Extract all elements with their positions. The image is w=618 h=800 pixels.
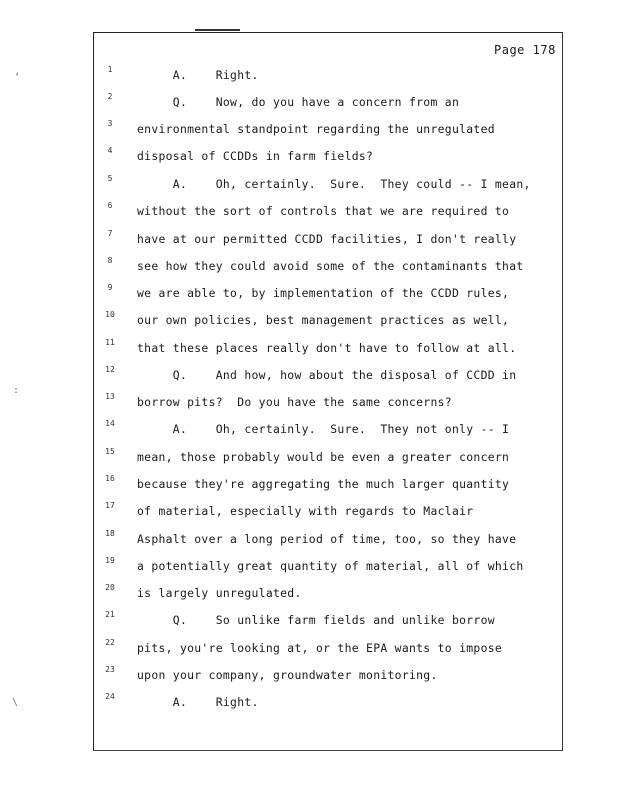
line-number: 24 xyxy=(105,692,115,701)
line-text: Asphalt over a long period of time, too, so they have xyxy=(137,532,517,546)
transcript-line xyxy=(100,338,555,361)
line-number: 13 xyxy=(105,392,115,401)
line-number: 11 xyxy=(105,338,115,347)
transcript-line xyxy=(100,146,555,169)
line-text: A. Oh, certainly. Sure. They could -- I mean, xyxy=(137,177,531,191)
line-text: because they're aggregating the much larger quantity xyxy=(137,477,510,491)
line-text: is largely unregulated. xyxy=(137,586,302,600)
line-text: pits, you're looking at, or the EPA wants to impose xyxy=(137,641,503,655)
line-text: of material, especially with regards to Maclair xyxy=(137,504,474,518)
line-number: 18 xyxy=(105,529,115,538)
transcript-line xyxy=(100,556,555,579)
line-text: disposal of CCDDs in farm fields? xyxy=(137,149,374,163)
line-text: Q. And how, how about the disposal of CCDD in xyxy=(137,368,517,382)
line-number: 9 xyxy=(107,283,113,292)
line-number: 7 xyxy=(107,229,113,238)
line-text: environmental standpoint regarding the unregulated xyxy=(137,122,495,136)
transcript-line xyxy=(100,174,555,197)
line-number: 2 xyxy=(107,92,113,101)
line-text: that these places really don't have to follow at all. xyxy=(137,341,517,355)
line-text: we are able to, by implementation of the CCDD rules, xyxy=(137,286,510,300)
transcript-line xyxy=(100,529,555,552)
transcript-line xyxy=(100,65,555,88)
top-edge-mark xyxy=(195,29,240,31)
transcript-line xyxy=(100,119,555,142)
line-text: our own policies, best management practices as well, xyxy=(137,313,510,327)
line-number: 6 xyxy=(107,201,113,210)
transcript-line xyxy=(100,283,555,306)
line-number: 19 xyxy=(105,556,115,565)
line-number: 15 xyxy=(105,447,115,456)
transcript-line xyxy=(100,638,555,661)
transcript-line xyxy=(100,665,555,688)
transcript-line xyxy=(100,610,555,633)
transcript-line xyxy=(100,692,555,715)
transcript-line xyxy=(100,92,555,115)
transcript-line xyxy=(100,392,555,415)
line-text: upon your company, groundwater monitoring. xyxy=(137,668,438,682)
margin-speck-top: ʻ xyxy=(14,72,21,83)
margin-speck-bottom: \ xyxy=(12,697,19,708)
transcript-line xyxy=(100,583,555,606)
line-number: 1 xyxy=(107,65,113,74)
line-text: a potentially great quantity of material, all of which xyxy=(137,559,524,573)
line-text: see how they could avoid some of the contaminants that xyxy=(137,259,524,273)
transcript-line xyxy=(100,419,555,442)
transcript-line xyxy=(100,365,555,388)
line-text: without the sort of controls that we are required to xyxy=(137,204,510,218)
line-number: 12 xyxy=(105,365,115,374)
transcript-line xyxy=(100,474,555,497)
transcript-line xyxy=(100,447,555,470)
transcript-line xyxy=(100,201,555,224)
line-number: 4 xyxy=(107,146,113,155)
line-text: A. Oh, certainly. Sure. They not only -- I xyxy=(137,422,510,436)
line-number: 14 xyxy=(105,419,115,428)
line-text: Q. So unlike farm fields and unlike borrow xyxy=(137,613,495,627)
transcript-line xyxy=(100,229,555,252)
transcript-line xyxy=(100,256,555,279)
line-text: Q. Now, do you have a concern from an xyxy=(137,95,460,109)
line-number: 20 xyxy=(105,583,115,592)
page-bottom-rule xyxy=(93,750,563,751)
line-number: 8 xyxy=(107,256,113,265)
transcript-line xyxy=(100,501,555,524)
line-text: mean, those probably would be even a greater concern xyxy=(137,450,510,464)
line-number: 23 xyxy=(105,665,115,674)
line-text: borrow pits? Do you have the same concerns? xyxy=(137,395,452,409)
margin-speck-middle: : xyxy=(13,385,20,396)
line-number: 17 xyxy=(105,501,115,510)
page-number: Page 178 xyxy=(494,43,556,57)
line-number: 22 xyxy=(105,638,115,647)
transcript-line xyxy=(100,310,555,333)
line-number: 3 xyxy=(107,119,113,128)
line-number: 10 xyxy=(105,310,115,319)
line-number: 21 xyxy=(105,610,115,619)
line-number: 5 xyxy=(107,174,113,183)
line-number: 16 xyxy=(105,474,115,483)
line-text: have at our permitted CCDD facilities, I don't really xyxy=(137,232,517,246)
line-text: A. Right. xyxy=(137,68,259,82)
line-text: A. Right. xyxy=(137,695,259,709)
